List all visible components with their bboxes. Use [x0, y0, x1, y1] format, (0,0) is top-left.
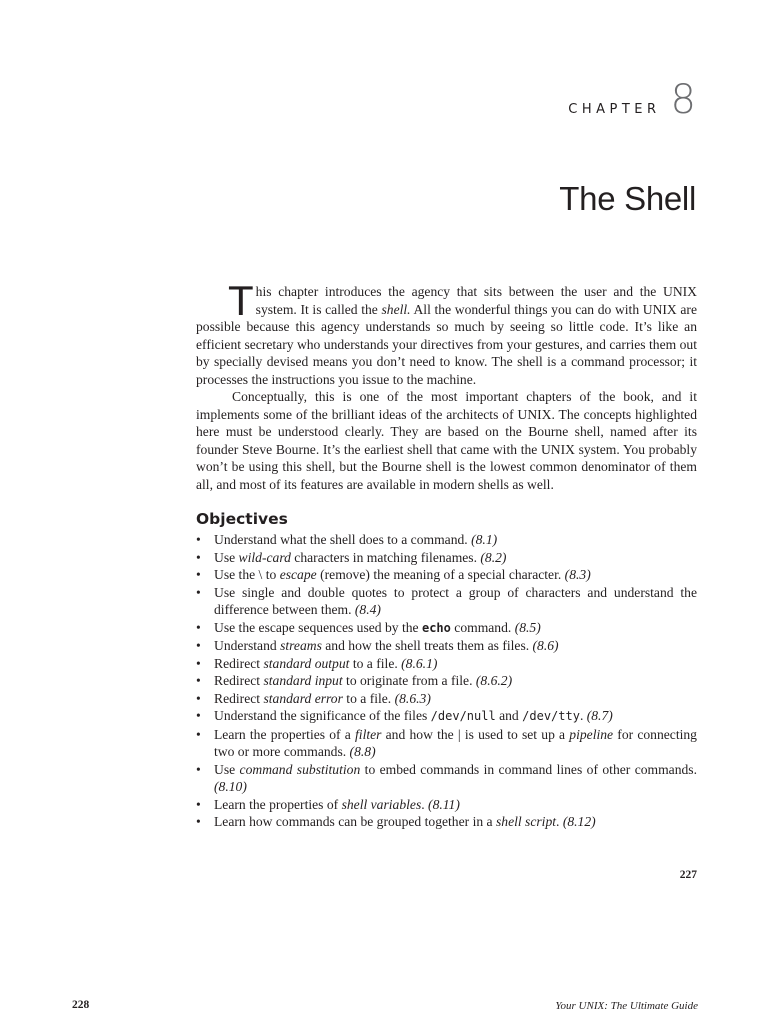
chapter-label: CHAPTER	[568, 102, 661, 117]
dev-tty-path: /dev/tty	[522, 709, 580, 723]
intro-paragraph-1	[196, 277, 697, 388]
objective-item: • Understand what the shell does to a command. (8.1)	[196, 531, 697, 549]
objective-item: • Redirect standard error to a file. (8.6.3)	[196, 690, 697, 708]
chapter-heading	[568, 77, 696, 123]
intro-emphasis: shell.	[381, 301, 411, 317]
objective-item: • Learn the properties of a filter and how the | is used to set up a pipeline for connecting two or more commands. (8.8)	[196, 726, 697, 761]
objective-item: • Use single and double quotes to protect a group of characters and understand the difference between them. (8.4)	[196, 584, 697, 619]
objective-item: • Understand the significance of the files /dev/null and /dev/tty. (8.7)	[196, 707, 697, 726]
objective-item: • Learn the properties of shell variables. (8.11)	[196, 796, 697, 814]
objective-item: • Redirect standard input to originate from a file. (8.6.2)	[196, 672, 697, 690]
objective-item: • Redirect standard output to a file. (8.6.1)	[196, 655, 697, 673]
objectives-heading: Objectives	[196, 510, 288, 528]
footer-page-number: 228	[72, 999, 90, 1011]
intro-text: All the wonderful things you can do with UNIX are possible because this agency understands so much by seeing so little code. It’s like an efficient secretary who understands your directives from your gestures, and carries them out by specially devised means you don’t need to know. The shell is a command processor; it processes the instructions you issue to the machine.	[196, 301, 697, 387]
chapter-body	[196, 277, 697, 831]
objective-item: • Learn how commands can be grouped together in a shell script. (8.12)	[196, 813, 697, 831]
drop-cap: T	[228, 277, 254, 324]
objective-item: • Understand streams and how the shell treats them as files. (8.6)	[196, 637, 697, 655]
echo-command: echo	[421, 620, 451, 635]
dev-null-path: /dev/null	[430, 709, 496, 723]
objective-item: • Use command substitution to embed commands in command lines of other commands. (8.10)	[196, 761, 697, 796]
intro-paragraph-2: Conceptually, this is one of the most important chapters of the book, and it implements some of the brilliant ideas of the architects of UNIX. The concepts highlighted here must be understood clearly. They are based on the Bourne shell, named after its founder Steve Bourne. It’s the earliest shell that came with the UNIX system. You probably won’t be using this shell, but the Bourne shell is the lowest common denominator of them all, and most of its features are available in modern shells as well.	[196, 389, 697, 492]
objective-item: • Use the escape sequences used by the echo command. (8.5)	[196, 619, 697, 638]
objectives-list	[196, 531, 697, 831]
objective-item: • Use the \ to escape (remove) the meaning of a special character. (8.3)	[196, 566, 697, 584]
intro-text: his chapter introduces the agency that sits between the user and the UNIX system. It is called the	[255, 284, 697, 317]
footer-book-title: Your UNIX: The Ultimate Guide	[555, 1000, 698, 1012]
page-number: 227	[679, 869, 697, 881]
chapter-title: The Shell	[559, 180, 696, 217]
chapter-number: 8	[670, 77, 696, 123]
objective-item: • Use wild-card characters in matching filenames. (8.2)	[196, 549, 697, 567]
